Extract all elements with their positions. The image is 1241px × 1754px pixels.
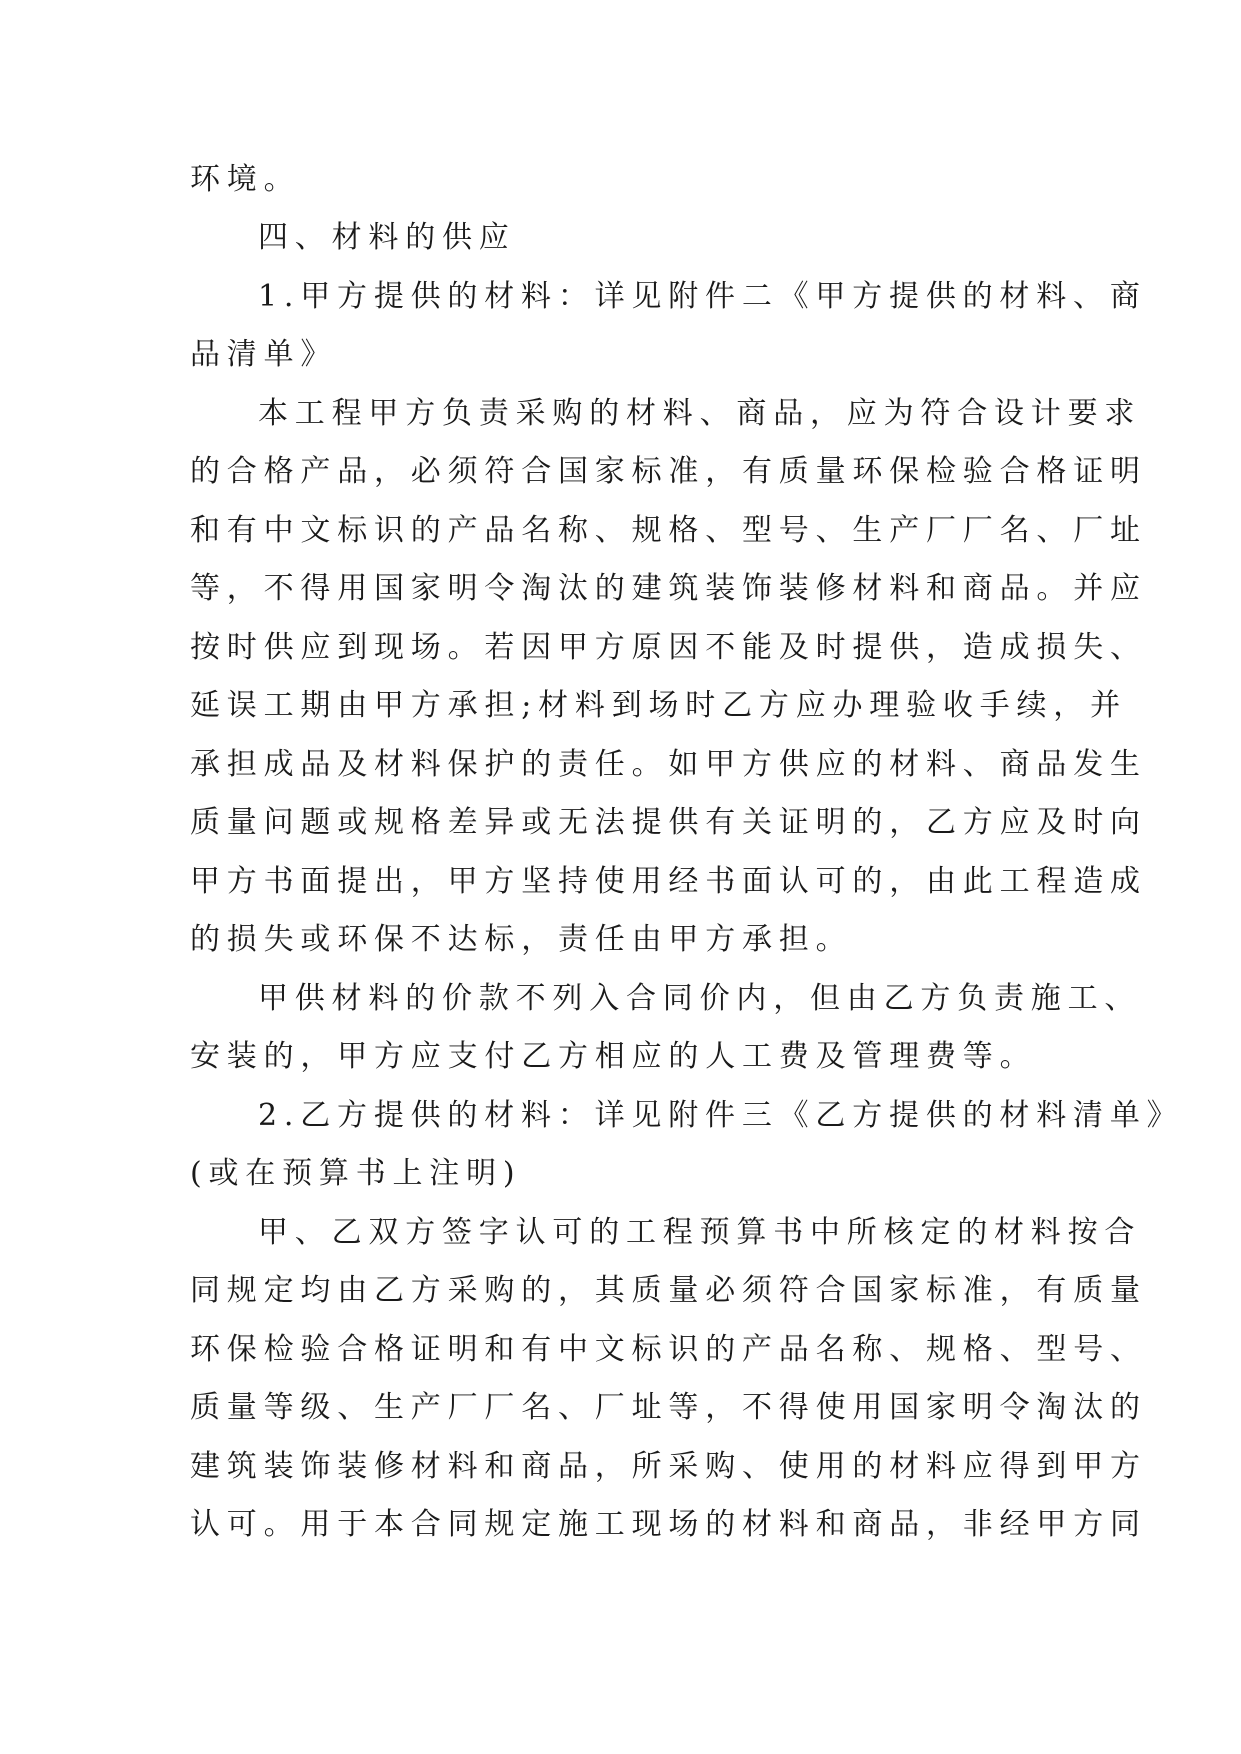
text-line: 等，不得用国家明令淘汰的建筑装饰装修材料和商品。并应 bbox=[190, 571, 1147, 606]
text-line: 安装的，甲方应支付乙方相应的人工费及管理费等。 bbox=[190, 1039, 1037, 1074]
text-line: 环境。 bbox=[190, 162, 301, 197]
text-line: 质量等级、生产厂厂名、厂址等，不得使用国家明令淘汰的 bbox=[190, 1390, 1147, 1425]
text-line: 承担成品及材料保护的责任。如甲方供应的材料、商品发生 bbox=[190, 747, 1147, 782]
text-line: 建筑装饰装修材料和商品，所采购、使用的材料应得到甲方 bbox=[190, 1449, 1147, 1484]
text-line: 的损失或环保不达标，责任由甲方承担。 bbox=[190, 922, 853, 957]
text-line: 2.乙方提供的材料：详见附件三《乙方提供的材料清单》 bbox=[258, 1098, 1184, 1133]
text-line: 环保检验合格证明和有中文标识的产品名称、规格、型号、 bbox=[190, 1332, 1147, 1367]
text-line: 1.甲方提供的材料：详见附件二《甲方提供的材料、商 bbox=[258, 279, 1147, 314]
text-line: 本工程甲方负责采购的材料、商品，应为符合设计要求 bbox=[258, 396, 1142, 431]
text-line: 的合格产品，必须符合国家标准，有质量环保检验合格证明 bbox=[190, 454, 1147, 489]
text-line: 质量问题或规格差异或无法提供有关证明的，乙方应及时向 bbox=[190, 805, 1147, 840]
text-line: (或在预算书上注明) bbox=[190, 1156, 522, 1191]
section-heading: 四、材料的供应 bbox=[258, 220, 516, 255]
text-line: 和有中文标识的产品名称、规格、型号、生产厂厂名、厂址 bbox=[190, 513, 1147, 548]
text-line: 延误工期由甲方承担;材料到场时乙方应办理验收手续，并 bbox=[190, 688, 1127, 723]
text-line: 认可。用于本合同规定施工现场的材料和商品，非经甲方同 bbox=[190, 1507, 1147, 1542]
text-line: 按时供应到现场。若因甲方原因不能及时提供，造成损失、 bbox=[190, 630, 1147, 665]
text-line: 品清单》 bbox=[190, 337, 338, 372]
text-line: 甲供材料的价款不列入合同价内，但由乙方负责施工、 bbox=[258, 981, 1142, 1016]
text-line: 同规定均由乙方采购的，其质量必须符合国家标准，有质量 bbox=[190, 1273, 1147, 1308]
text-line: 甲、乙双方签字认可的工程预算书中所核定的材料按合 bbox=[258, 1215, 1142, 1250]
text-line: 甲方书面提出，甲方坚持使用经书面认可的，由此工程造成 bbox=[190, 864, 1147, 899]
